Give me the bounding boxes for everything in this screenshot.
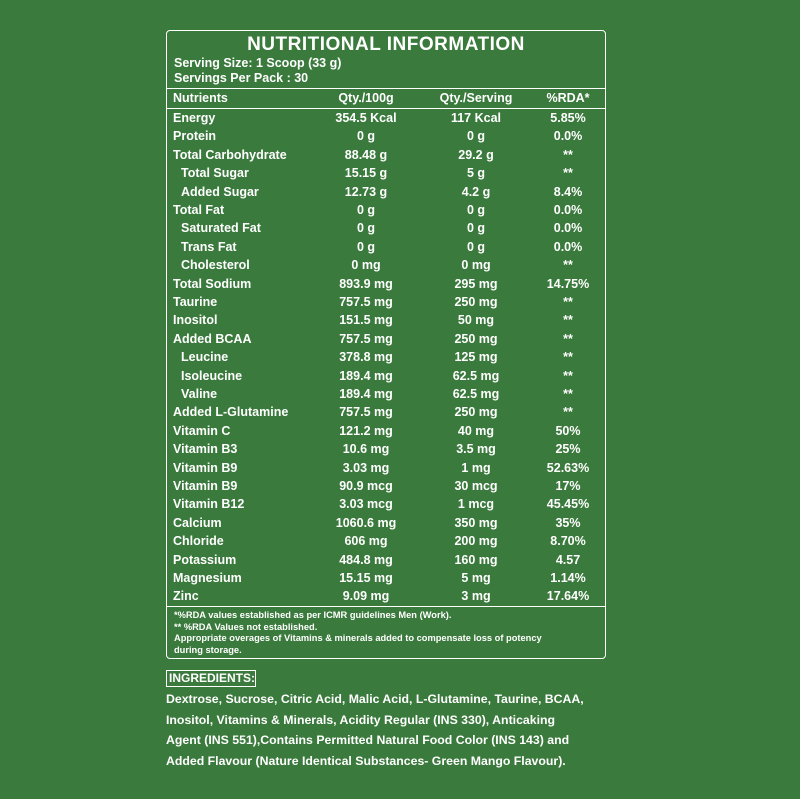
qty-per-100g: 10.6 mg — [342, 442, 390, 457]
qty-per-100g: 121.2 mg — [339, 423, 393, 438]
panel-title: NUTRITIONAL INFORMATION — [247, 34, 525, 55]
qty-per-100g: 3.03 mg — [342, 460, 390, 475]
nutrient-name: Valine — [181, 387, 218, 401]
table-row — [167, 442, 605, 460]
table-row — [167, 221, 605, 239]
nutrient-name: Added L-Glutamine — [173, 405, 289, 420]
rda-percent: 4.57 — [555, 552, 581, 567]
nutrient-name: Inositol — [173, 313, 218, 328]
qty-per-100g: 189.4 mg — [339, 368, 393, 383]
rda-percent: ** — [563, 166, 573, 181]
table-row — [167, 424, 605, 442]
qty-per-serving: 250 mg — [454, 331, 498, 346]
nutrient-name: Magnesium — [173, 571, 242, 585]
table-row — [167, 369, 605, 387]
qty-per-100g: 151.5 mg — [339, 313, 393, 328]
qty-per-100g: 12.73 g — [344, 184, 388, 199]
nutrient-name: Added Sugar — [181, 184, 259, 199]
qty-per-serving: 350 mg — [454, 515, 498, 530]
table-row — [167, 203, 605, 221]
footnote: ** %RDA Values not established. — [174, 621, 318, 632]
qty-per-serving: 0 g — [466, 239, 486, 254]
servings-per-pack: Servings Per Pack : 30 — [174, 71, 309, 85]
table-row — [167, 111, 605, 129]
qty-per-serving: 5 mg — [461, 571, 491, 585]
qty-per-100g: 354.5 Kcal — [335, 111, 397, 125]
rda-percent: 5.85% — [550, 111, 586, 125]
nutrient-name: Potassium — [173, 552, 237, 567]
qty-per-serving: 0 g — [466, 129, 486, 144]
rda-percent: ** — [563, 331, 573, 346]
nutrient-name: Taurine — [173, 295, 218, 309]
qty-per-100g: 1060.6 mg — [335, 515, 397, 530]
qty-per-serving: 50 mg — [457, 313, 495, 328]
nutrient-name: Saturated Fat — [181, 221, 261, 236]
table-row — [167, 479, 605, 497]
header-rda: %RDA* — [546, 91, 590, 105]
qty-per-serving: 40 mg — [457, 423, 495, 438]
nutrient-name: Chloride — [173, 534, 224, 549]
table-row — [167, 313, 605, 331]
rda-percent: 8.4% — [553, 184, 583, 199]
qty-per-serving: 62.5 mg — [452, 368, 500, 383]
rda-percent: 17.64% — [546, 589, 590, 604]
table-row — [167, 405, 605, 423]
nutrient-name: Added BCAA — [173, 331, 252, 346]
nutrient-name: Vitamin B3 — [173, 442, 238, 457]
qty-per-100g: 0 g — [356, 129, 376, 144]
qty-per-100g: 3.03 mcg — [339, 497, 393, 512]
qty-per-serving: 30 mcg — [454, 479, 498, 493]
qty-per-serving: 4.2 g — [461, 184, 491, 199]
table-row — [167, 516, 605, 534]
rda-percent: 8.70% — [550, 534, 586, 549]
qty-per-100g: 0 g — [356, 239, 376, 254]
divider — [167, 108, 605, 109]
table-row — [167, 350, 605, 368]
table-row — [167, 258, 605, 276]
rda-percent: 35% — [555, 515, 581, 530]
ingredients-line: Dextrose, Sucrose, Citric Acid, Malic Acid, L-Glutamine, Taurine, BCAA, — [166, 692, 584, 706]
qty-per-serving: 250 mg — [454, 405, 498, 420]
rda-percent: 0.0% — [553, 221, 583, 236]
qty-per-100g: 9.09 mg — [342, 589, 390, 604]
table-row — [167, 387, 605, 405]
nutrient-name: Zinc — [173, 589, 199, 604]
divider — [167, 88, 605, 89]
rda-percent: 1.14% — [550, 571, 586, 585]
header-nutrients: Nutrients — [173, 91, 228, 105]
nutrient-name: Total Sugar — [181, 166, 249, 181]
ingredients-line: Inositol, Vitamins & Minerals, Acidity Regular (INS 330), Anticaking — [166, 712, 556, 727]
qty-per-100g: 0 mg — [351, 258, 381, 273]
nutrient-name: Leucine — [181, 350, 229, 365]
qty-per-serving: 5 g — [466, 166, 486, 181]
qty-per-100g: 484.8 mg — [339, 552, 393, 567]
qty-per-100g: 606 mg — [344, 534, 388, 549]
nutrient-name: Trans Fat — [181, 239, 237, 254]
qty-per-100g: 757.5 mg — [339, 331, 393, 346]
nutrient-name: Cholesterol — [181, 258, 250, 273]
qty-per-serving: 0 g — [466, 203, 486, 217]
nutrient-name: Total Carbohydrate — [173, 147, 287, 162]
qty-per-serving: 3.5 mg — [456, 442, 496, 457]
rda-percent: 17% — [555, 479, 581, 493]
qty-per-serving: 1 mcg — [457, 497, 495, 512]
qty-per-serving: 200 mg — [454, 534, 498, 549]
qty-per-serving: 0 g — [466, 221, 486, 236]
table-row — [167, 148, 605, 166]
header-perserving: Qty./Serving — [439, 91, 513, 105]
qty-per-serving: 29.2 g — [458, 147, 494, 162]
nutrient-name: Vitamin B12 — [173, 497, 245, 512]
rda-percent: 52.63% — [546, 460, 590, 475]
qty-per-serving: 125 mg — [454, 350, 498, 365]
table-row — [167, 571, 605, 589]
rda-percent: ** — [563, 350, 573, 365]
table-row — [167, 534, 605, 552]
qty-per-100g: 189.4 mg — [339, 387, 393, 401]
qty-per-100g: 378.8 mg — [339, 350, 393, 365]
rda-percent: 50% — [555, 423, 581, 438]
footnote: during storage. — [174, 644, 242, 655]
table-header — [167, 91, 605, 109]
ingredients-label: INGREDIENTS: — [166, 670, 256, 687]
qty-per-100g: 15.15 mg — [339, 571, 393, 585]
table-row — [167, 166, 605, 184]
nutrient-name: Vitamin B9 — [173, 460, 238, 475]
nutrient-name: Isoleucine — [181, 368, 243, 383]
footnote: Appropriate overages of Vitamins & minerals added to compensate loss of potency — [174, 633, 542, 643]
header-per100: Qty./100g — [338, 91, 394, 105]
nutrient-name: Energy — [173, 111, 216, 125]
rda-percent: 25% — [555, 442, 581, 457]
table-row — [167, 129, 605, 147]
qty-per-serving: 62.5 mg — [452, 387, 500, 401]
qty-per-serving: 3 mg — [461, 589, 491, 604]
nutrient-name: Total Sodium — [173, 276, 252, 291]
qty-per-100g: 893.9 mg — [339, 276, 393, 291]
ingredients-line: Added Flavour (Nature Identical Substances- Green Mango Flavour). — [166, 754, 566, 769]
rda-percent: 0.0% — [553, 239, 583, 254]
qty-per-serving: 117 Kcal — [450, 111, 502, 125]
rda-percent: 0.0% — [553, 203, 583, 217]
rda-percent: 45.45% — [546, 497, 590, 512]
rda-percent: ** — [563, 368, 573, 383]
nutrient-name: Vitamin B9 — [173, 479, 238, 493]
nutrient-name: Total Fat — [173, 203, 225, 217]
qty-per-100g: 90.9 mcg — [339, 479, 393, 493]
table-row — [167, 277, 605, 295]
rda-percent: ** — [563, 405, 573, 420]
qty-per-100g: 15.15 g — [344, 166, 388, 181]
rda-percent: 14.75% — [546, 276, 590, 291]
ingredients-line: Agent (INS 551),Contains Permitted Natural Food Color (INS 143) and — [166, 733, 570, 748]
table-row — [167, 497, 605, 515]
qty-per-100g: 0 g — [356, 203, 376, 217]
serving-size: Serving Size: 1 Scoop (33 g) — [174, 56, 342, 70]
footnote: *%RDA values established as per ICMR guidelines Men (Work). — [174, 610, 452, 620]
table-row — [167, 295, 605, 313]
rda-percent: ** — [563, 258, 573, 273]
divider — [167, 606, 605, 607]
rda-percent: ** — [563, 387, 573, 401]
nutrient-name: Protein — [173, 129, 217, 144]
qty-per-100g: 757.5 mg — [339, 295, 393, 309]
qty-per-100g: 0 g — [356, 221, 376, 236]
qty-per-serving: 0 mg — [461, 258, 491, 273]
nutrient-name: Calcium — [173, 515, 222, 530]
table-row — [167, 240, 605, 258]
rda-percent: ** — [563, 295, 573, 309]
table-row — [167, 332, 605, 350]
qty-per-serving: 1 mg — [461, 460, 491, 475]
qty-per-serving: 160 mg — [454, 552, 498, 567]
table-row — [167, 461, 605, 479]
qty-per-serving: 250 mg — [454, 295, 498, 309]
ingredients-text — [166, 689, 616, 772]
qty-per-100g: 88.48 g — [344, 147, 388, 162]
nutrient-name: Vitamin C — [173, 423, 231, 438]
qty-per-100g: 757.5 mg — [339, 405, 393, 420]
rda-percent: ** — [563, 313, 573, 328]
qty-per-serving: 295 mg — [454, 276, 498, 291]
rda-percent: 0.0% — [553, 129, 583, 144]
rda-percent: ** — [563, 147, 573, 162]
table-row — [167, 185, 605, 203]
table-row — [167, 553, 605, 571]
nutrition-panel — [166, 30, 606, 659]
